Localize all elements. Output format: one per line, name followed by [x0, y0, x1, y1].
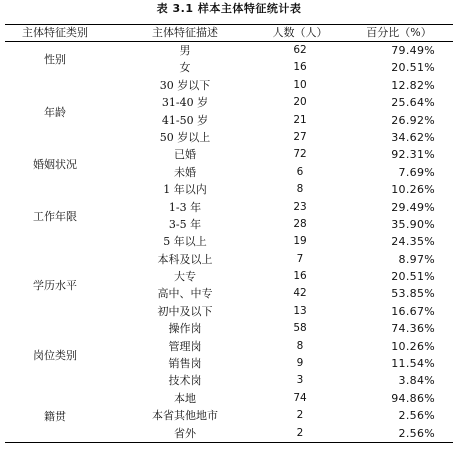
row-count: 42 — [293, 287, 307, 300]
row-description: 操作岗 — [168, 322, 202, 336]
table-group — [5, 146, 453, 181]
table-row — [5, 112, 453, 129]
group-label: 工作年限 — [33, 209, 77, 223]
row-count: 74 — [293, 391, 307, 404]
header-count: 人数（人） — [272, 26, 328, 39]
row-count: 10 — [293, 78, 307, 91]
row-count: 2 — [296, 409, 304, 422]
row-percent: 7.69% — [398, 165, 435, 179]
group-label: 年龄 — [44, 105, 66, 119]
table-row — [5, 164, 453, 181]
row-count: 8 — [296, 339, 304, 352]
row-description: 男 — [179, 44, 191, 57]
row-description: 女 — [179, 61, 191, 75]
row-count: 23 — [293, 200, 307, 213]
group-label: 性别 — [44, 53, 66, 67]
row-percent: 26.92% — [391, 113, 435, 127]
row-count: 9 — [296, 357, 304, 370]
group-label: 婚姻状况 — [33, 157, 77, 171]
table-row — [5, 233, 453, 250]
row-description: 1 年以内 — [163, 183, 207, 197]
row-description: 5 年以上 — [163, 235, 207, 249]
row-description: 3-5 年 — [168, 217, 202, 231]
row-count: 27 — [293, 130, 307, 143]
row-description: 本地 — [174, 391, 196, 405]
table-row — [5, 407, 453, 424]
table-row — [5, 146, 453, 163]
row-percent: 34.62% — [391, 130, 435, 144]
row-percent: 35.90% — [391, 217, 435, 231]
row-percent: 2.56% — [398, 409, 435, 423]
table-group — [5, 42, 453, 77]
table-row — [5, 94, 453, 111]
row-percent: 11.54% — [391, 357, 435, 371]
row-count: 28 — [293, 217, 307, 230]
row-description: 大专 — [174, 270, 196, 284]
row-description: 管理岗 — [168, 339, 202, 353]
table-header-row — [5, 25, 453, 42]
table-row — [5, 320, 453, 337]
header-category: 主体特征类别 — [22, 26, 88, 39]
table-body — [5, 42, 453, 442]
table-group — [5, 77, 453, 147]
row-percent: 24.35% — [391, 235, 435, 249]
table-row — [5, 251, 453, 268]
row-percent: 10.26% — [391, 339, 435, 353]
row-description: 已婚 — [174, 148, 196, 162]
row-description: 30 岁以下 — [159, 78, 211, 92]
table-row — [5, 199, 453, 216]
row-description: 31-40 岁 — [161, 96, 209, 110]
row-percent: 79.49% — [391, 44, 435, 57]
row-percent: 94.86% — [391, 391, 435, 405]
table-group — [5, 390, 453, 442]
row-percent: 25.64% — [391, 96, 435, 110]
table-row — [5, 42, 453, 59]
row-count: 6 — [296, 165, 304, 178]
table-row — [5, 425, 453, 442]
row-count: 58 — [293, 322, 307, 335]
table-row — [5, 285, 453, 302]
table-group — [5, 320, 453, 390]
row-percent: 2.56% — [398, 426, 435, 440]
group-label: 籍贯 — [44, 409, 66, 423]
row-count: 21 — [293, 113, 307, 126]
row-description: 41-50 岁 — [161, 113, 209, 127]
table-row — [5, 129, 453, 146]
header-description: 主体特征描述 — [152, 26, 218, 39]
row-description: 初中及以下 — [157, 304, 213, 318]
row-description: 1-3 年 — [168, 200, 202, 214]
row-percent: 20.51% — [391, 61, 435, 75]
row-percent: 92.31% — [391, 148, 435, 162]
row-percent: 8.97% — [398, 252, 435, 266]
row-count: 19 — [293, 235, 307, 248]
row-count: 8 — [296, 183, 304, 196]
table-row — [5, 372, 453, 389]
table-row — [5, 390, 453, 407]
table-row — [5, 59, 453, 76]
sample-characteristics-table — [5, 24, 453, 443]
group-label: 岗位类别 — [33, 349, 77, 363]
table-row — [5, 216, 453, 233]
table-row — [5, 303, 453, 320]
table-row — [5, 268, 453, 285]
row-count: 62 — [293, 44, 307, 56]
row-description: 本科及以上 — [157, 252, 213, 266]
row-description: 销售岗 — [168, 357, 202, 371]
row-description: 未婚 — [174, 165, 196, 179]
row-percent: 53.85% — [391, 287, 435, 301]
row-percent: 20.51% — [391, 270, 435, 284]
row-percent: 29.49% — [391, 200, 435, 214]
row-percent: 3.84% — [398, 374, 435, 388]
row-percent: 74.36% — [391, 322, 435, 336]
table-row — [5, 181, 453, 198]
table-group — [5, 251, 453, 321]
row-description: 技术岗 — [168, 374, 202, 388]
row-count: 16 — [293, 270, 307, 283]
row-count: 16 — [293, 61, 307, 74]
header-percent: 百分比（%） — [366, 26, 432, 39]
group-label: 学历水平 — [33, 279, 77, 293]
row-description: 高中、中专 — [157, 287, 213, 301]
row-description: 省外 — [174, 426, 196, 440]
row-count: 2 — [296, 426, 304, 439]
row-description: 50 岁以上 — [159, 130, 211, 144]
row-count: 3 — [296, 374, 304, 387]
table-caption: 表 3.1 样本主体特征统计表 — [156, 2, 302, 15]
row-count: 7 — [296, 252, 304, 265]
row-percent: 12.82% — [391, 78, 435, 92]
table-row — [5, 355, 453, 372]
row-description: 本省其他地市 — [152, 409, 218, 423]
table-row — [5, 338, 453, 355]
row-percent: 10.26% — [391, 183, 435, 197]
row-count: 20 — [293, 96, 307, 109]
table-group — [5, 181, 453, 251]
row-count: 72 — [293, 148, 307, 161]
row-percent: 16.67% — [391, 304, 435, 318]
table-row — [5, 77, 453, 94]
row-count: 13 — [293, 304, 307, 317]
